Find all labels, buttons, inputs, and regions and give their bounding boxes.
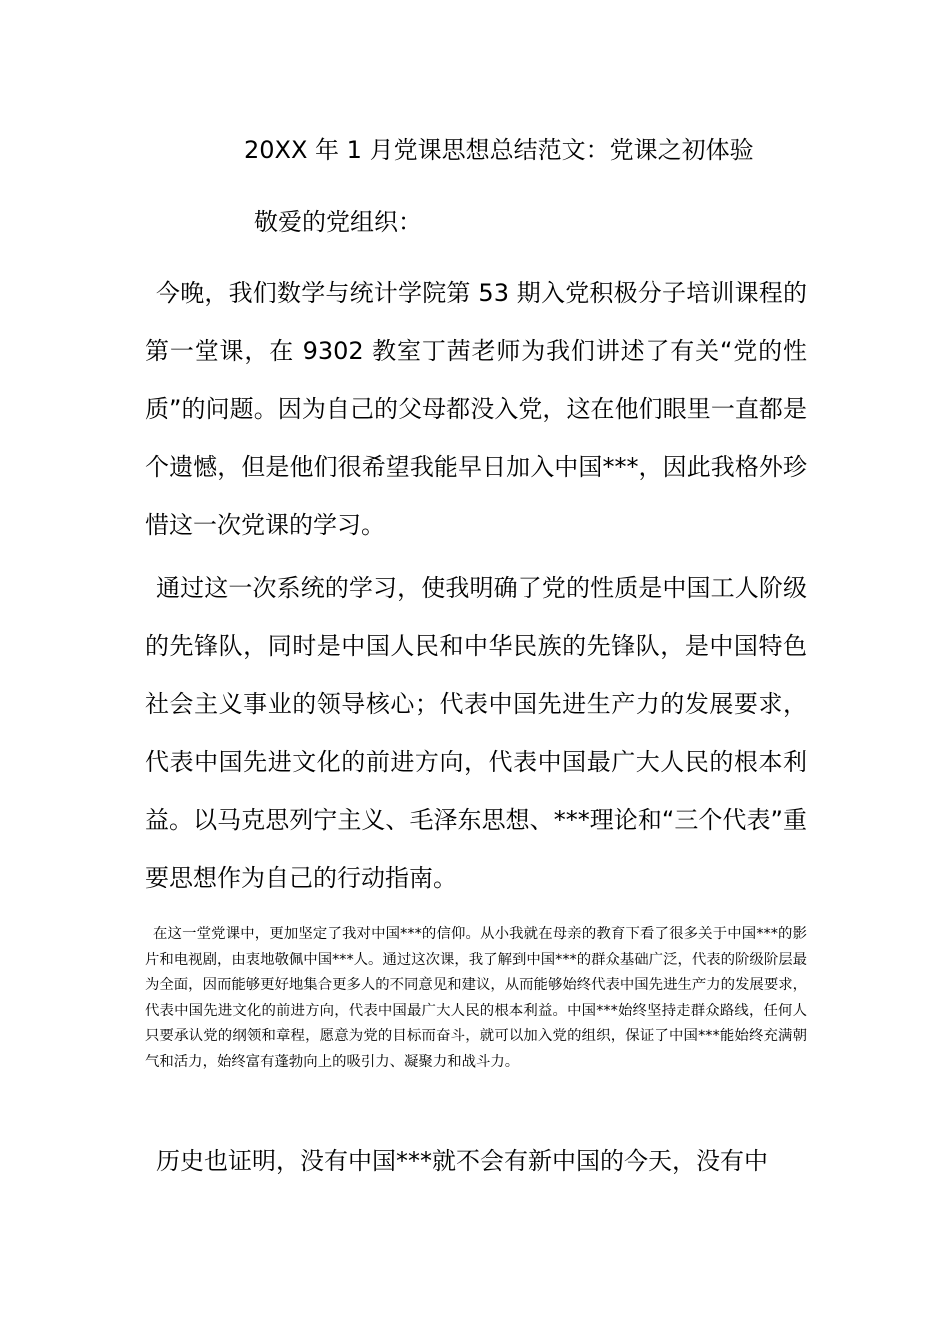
paragraph-2: 通过这一次系统的学习，使我明确了党的性质是中国工人阶级的先锋队，同时是中国人民和中华民族的先锋队，是中国特色社会主义事业的领导核心；代表中国先进生产力的发展要求，代表中国先进文化的前进方向，代表中国最广大人民的根本利益。以马克思列宁主义、毛泽东思想、***理论和“三个代表”重要思想作为自己的行动指南。: [145, 574, 807, 892]
paragraph-1: 今晚，我们数学与统计学院第 53 期入党积极分子培训课程的第一堂课，在 9302 教室丁茜老师为我们讲述了有关“党的性质”的问题。因为自己的父母都没入党，这在他们眼里一直都是个遗憾，但是他们很希望我能早日加入中国***，因此我格外珍惜这一次党课的学习。: [145, 279, 807, 539]
document-title: 20XX 年 1 月党课思想总结范文：党课之初体验: [244, 136, 754, 164]
paragraph-3: 在这一堂党课中，更加坚定了我对中国***的信仰。从小我就在母亲的教育下看了很多关于中国***的影片和电视剧，由衷地敬佩中国***人。通过这次课，我了解到中国***的群众基础广泛，代表的阶级阶层最为全面，因而能够更好地集合更多人的不同意见和建议，从而能够始终代表中国先进生产力的发展要求，代表中国先进文化的前进方向，代表中国最广大人民的根本利益。中国***始终坚持走群众路线，任何人只要承认党的纲领和章程，愿意为党的目标而奋斗，就可以加入党的组织，保证了中国***能始终充满朝气和活力，始终富有蓬勃向上的吸引力、凝聚力和战斗力。: [145, 926, 807, 1070]
paragraph-4: 历史也证明，没有中国***就不会有新中国的今天，没有中: [156, 1147, 768, 1175]
salutation: 敬爱的党组织：: [254, 208, 422, 236]
